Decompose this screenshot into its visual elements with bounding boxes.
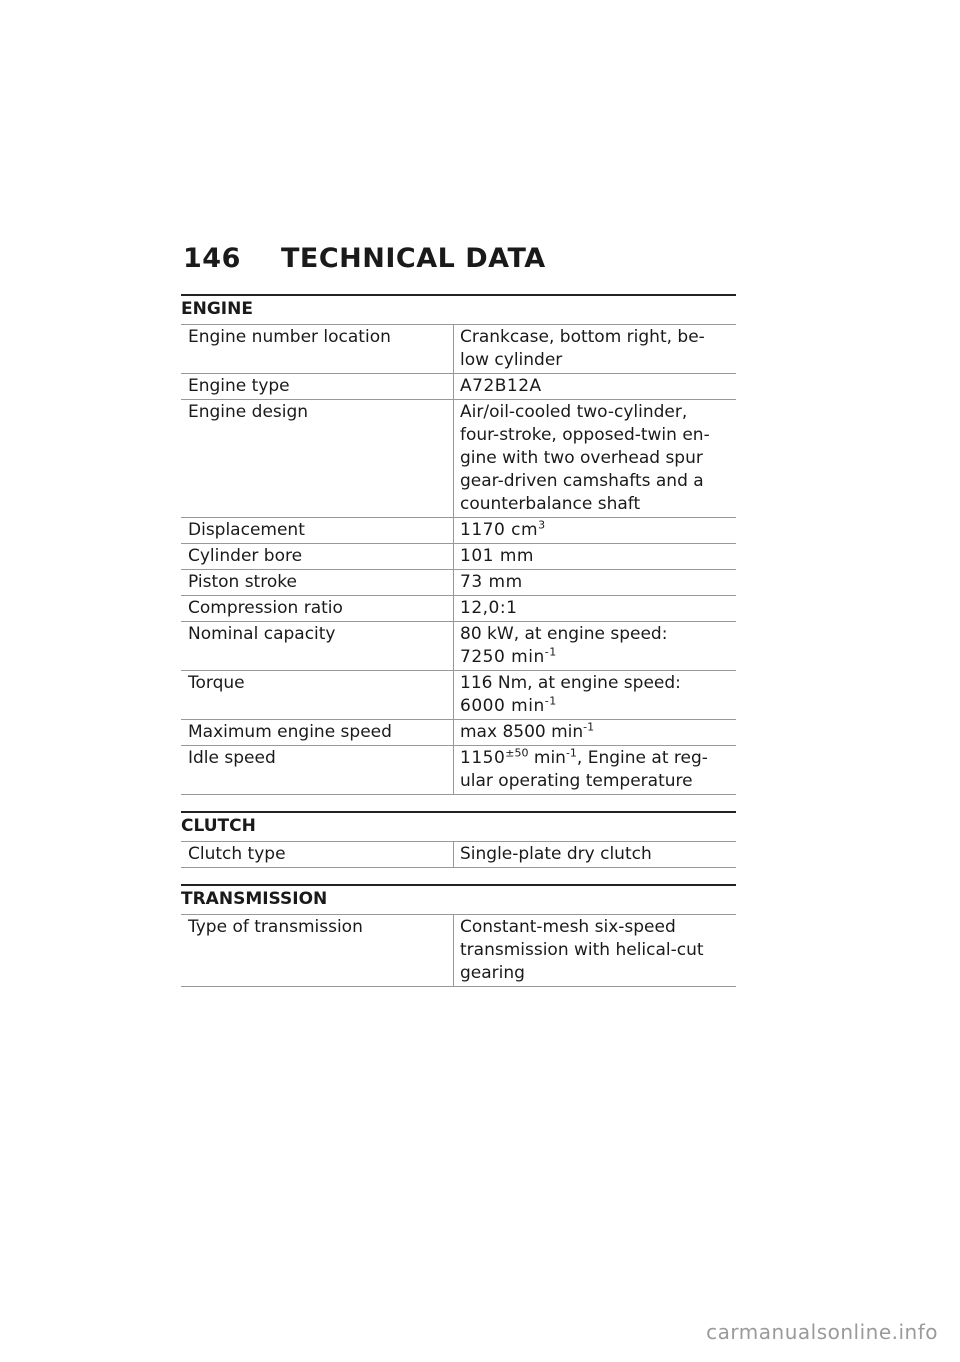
row-value xyxy=(453,746,736,794)
row-label: Engine design xyxy=(188,402,309,422)
value-line: counterbalance shaft xyxy=(460,494,641,514)
value-superscript: -1 xyxy=(544,645,557,659)
value-text: 7250 min xyxy=(460,647,545,667)
section-title-clutch: CLUTCH xyxy=(181,811,736,841)
row-value xyxy=(453,518,736,543)
table-row xyxy=(181,569,736,595)
row-label: Torque xyxy=(188,673,245,693)
table-row xyxy=(181,399,736,517)
value-superscript: -1 xyxy=(583,720,595,734)
table-row xyxy=(181,670,736,719)
row-value xyxy=(453,915,736,986)
value-line: four-stroke, opposed-twin en- xyxy=(460,425,710,445)
table-row xyxy=(181,324,736,373)
value-text: min xyxy=(528,748,566,768)
section-title-transmission: TRANSMISSION xyxy=(181,884,736,914)
table-row xyxy=(181,373,736,399)
row-value xyxy=(453,671,736,719)
value-superscript: -1 xyxy=(544,694,557,708)
section-title-engine: ENGINE xyxy=(181,294,736,324)
clutch-table xyxy=(181,841,736,868)
value-line: Air/oil-cooled two-cylinder, xyxy=(460,402,688,422)
row-label: Maximum engine speed xyxy=(188,722,392,742)
row-label: Compression ratio xyxy=(188,598,343,618)
value-superscript: -1 xyxy=(565,746,577,760)
row-label: Type of transmission xyxy=(188,917,363,937)
row-value: 12,0:1 xyxy=(453,596,736,621)
table-row xyxy=(181,841,736,868)
row-value: 101 mm xyxy=(453,544,736,569)
value-line xyxy=(460,695,736,718)
row-value: Single-plate dry clutch xyxy=(453,842,736,867)
value-line: low cylinder xyxy=(460,350,563,370)
engine-table xyxy=(181,324,736,795)
row-value xyxy=(453,325,736,373)
chapter-title: TECHNICAL DATA xyxy=(281,243,546,274)
row-value: A72B12A xyxy=(453,374,736,399)
row-label: Engine number location xyxy=(188,327,391,347)
page-number: 146 xyxy=(183,243,241,274)
value-line: 80 kW, at engine speed: xyxy=(460,624,668,644)
table-row xyxy=(181,914,736,987)
value-line xyxy=(460,747,736,770)
value-superscript: ±50 xyxy=(505,746,529,760)
row-value xyxy=(453,622,736,670)
page-header xyxy=(183,243,546,274)
row-value xyxy=(453,720,736,745)
value-text: 6000 min xyxy=(460,696,545,716)
row-label: Clutch type xyxy=(188,844,286,864)
value-line: 116 Nm, at engine speed: xyxy=(460,673,681,693)
value-line: transmission with helical-cut xyxy=(460,940,704,960)
row-label: Engine type xyxy=(188,376,290,396)
value-text: max 8500 min xyxy=(460,722,584,742)
value-line: gear-driven camshafts and a xyxy=(460,471,704,491)
watermark-text: carmanualsonline.info xyxy=(706,1320,938,1344)
row-label: Cylinder bore xyxy=(188,546,303,566)
value-line: gine with two overhead spur xyxy=(460,448,703,468)
transmission-table xyxy=(181,914,736,987)
value-line: gearing xyxy=(460,963,525,983)
technical-data-content xyxy=(181,294,736,1003)
table-row xyxy=(181,517,736,543)
row-label: Displacement xyxy=(188,520,305,540)
value-line: Constant-mesh six-speed xyxy=(460,917,676,937)
value-line xyxy=(460,646,736,669)
row-label: Nominal capacity xyxy=(188,624,336,644)
table-row xyxy=(181,719,736,745)
value-text: 1170 cm xyxy=(460,520,539,540)
value-text: 1150 xyxy=(460,748,506,768)
table-row xyxy=(181,543,736,569)
row-label: Piston stroke xyxy=(188,572,297,592)
row-value: 73 mm xyxy=(453,570,736,595)
row-label: Idle speed xyxy=(188,748,276,768)
value-text: , Engine at reg- xyxy=(576,748,708,768)
value-superscript: 3 xyxy=(538,518,546,532)
value-line: ular operating temperature xyxy=(460,771,693,791)
row-value xyxy=(453,400,736,517)
value-line: Crankcase, bottom right, be- xyxy=(460,327,705,347)
table-row xyxy=(181,595,736,621)
table-row xyxy=(181,621,736,670)
table-row xyxy=(181,745,736,795)
